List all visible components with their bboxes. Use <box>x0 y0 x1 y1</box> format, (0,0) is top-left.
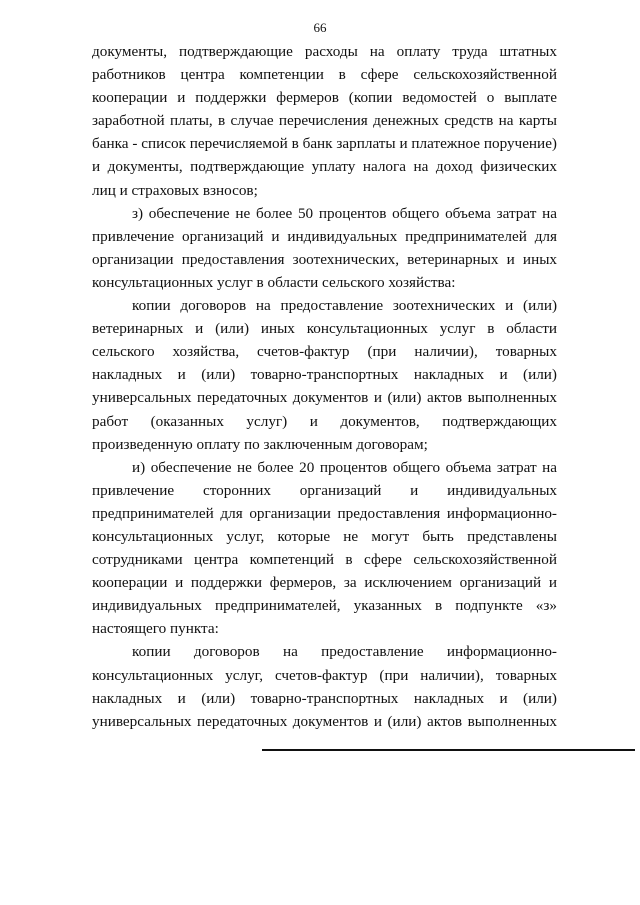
document-body <box>92 40 557 733</box>
paragraph-contract-copies-i: копии договоров на предоставление информационно-консультационных услуг, счетов-фактур (при наличии), товарных накладных и (или) товарно-транспортных накладных и (или) универсальных передаточных документов и (или) актов выполненных <box>92 643 557 730</box>
paragraph-contract-copies-z: копии договоров на предоставление зоотехнических и (или) ветеринарных и (или) иных консультационных услуг в области сельского хозяйства, счетов-фактур (при наличии), товарных накладных и (или) товарно-транспортных накладных и (или) универсальных передаточных документов и (или) актов выполненных работ (оказанных услуг) и документов, подтверждающих произведенную оплату по заключенным договорам; <box>92 297 557 453</box>
paragraph-item-z: з) обеспечение не более 50 процентов общего объема затрат на привлечение организаций и индивидуальных предпринимателей для организации предоставления зоотехнических, ветеринарных и иных консультационных услуг в области сельского хозяйства: <box>92 204 557 291</box>
paragraph-item-i: и) обеспечение не более 20 процентов общего объема затрат на привлечение сторонних организаций и индивидуальных предпринимателей для организации предоставления информационно-консультационных услуг, которые не могут быть представлены сотрудниками центра компетенций в сфере сельскохозяйственной кооперации и поддержки фермеров, за исключением организаций и индивидуальных предпринимателей, указанных в подпункте «з» настоящего пункта: <box>92 458 557 638</box>
paragraph-continuation-documents: документы, подтверждающие расходы на оплату труда штатных работников центра компетенции в сфере сельскохозяйственной кооперации и поддержки фермеров (копии ведомостей о выплате заработной платы, в случае перечисления денежных средств на карты банка - список перечисляемой в банк зарплаты и платежное поручение) и документы, подтверждающие уплату налога на доход физических лиц и страховых взносов; <box>92 43 557 199</box>
footer-rule <box>262 749 635 751</box>
page-number: 66 <box>313 20 327 35</box>
